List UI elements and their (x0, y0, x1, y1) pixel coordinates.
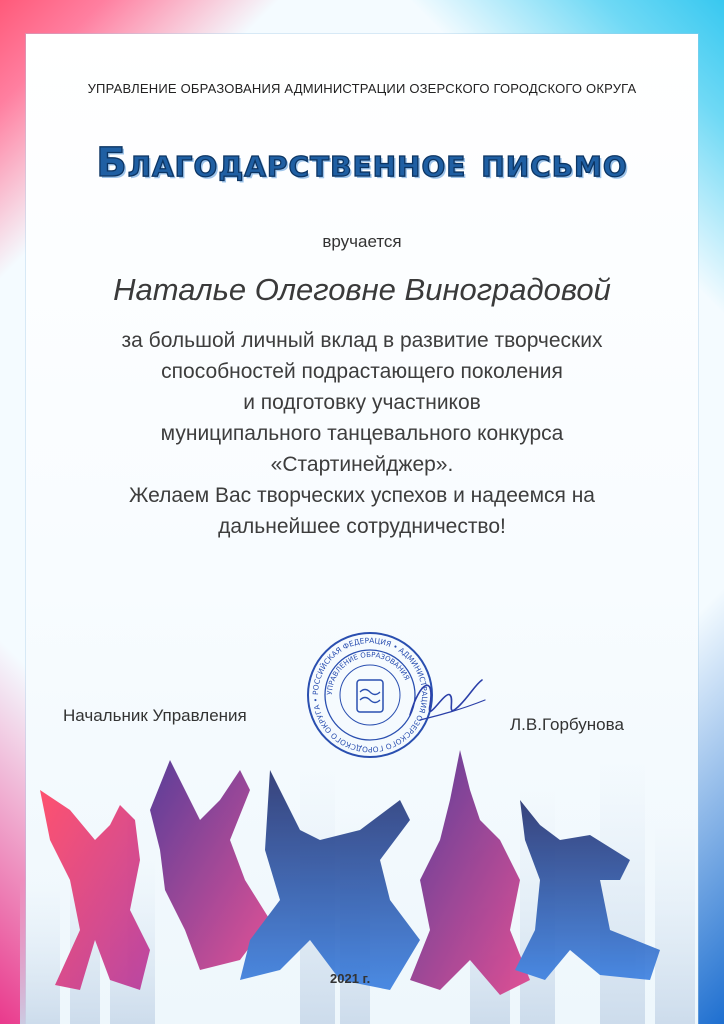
coat-of-arms-icon (357, 680, 383, 712)
issue-year: 2021 г. (330, 971, 371, 986)
letter-body (0, 325, 724, 542)
awarded-label: вручается (322, 232, 402, 251)
body-line: способностей подрастающего поколения (161, 360, 563, 383)
body-line: за большой личный вклад в развитие творческих (121, 329, 603, 352)
handwritten-signature (400, 660, 490, 740)
signer-position: Начальник Управления (63, 706, 247, 725)
signer-name: Л.В.Горбунова (510, 715, 624, 734)
body-line: Желаем Вас творческих успехов и надеемся на (129, 484, 595, 507)
body-line: и подготовку участников (243, 391, 481, 414)
body-line: дальнейшее сотрудничество! (218, 515, 506, 538)
body-line: «Стартинейджер». (270, 453, 454, 476)
recipient-name: Наталье Олеговне Виноградовой (113, 272, 611, 307)
seal-inner-text: УПРАВЛЕНИЕ ОБРАЗОВАНИЯ (325, 650, 411, 696)
svg-text:УПРАВЛЕНИЕ ОБРАЗОВАНИЯ (326, 651, 411, 695)
body-line: муниципального танцевального конкурса (160, 422, 564, 445)
dancer-silhouette (410, 750, 530, 995)
certificate-title: Благодарственное письмо (96, 140, 628, 186)
seal-outer-text: РОССИЙСКАЯ ФЕДЕРАЦИЯ • АДМИНИСТРАЦИЯ ОЗЕРСКОГО ГОРОДСКОГО ОКРУГА • (310, 635, 430, 755)
issuing-department: УПРАВЛЕНИЕ ОБРАЗОВАНИЯ АДМИНИСТРАЦИИ ОЗЕРСКОГО ГОРОДСКОГО ОКРУГА (87, 81, 637, 96)
